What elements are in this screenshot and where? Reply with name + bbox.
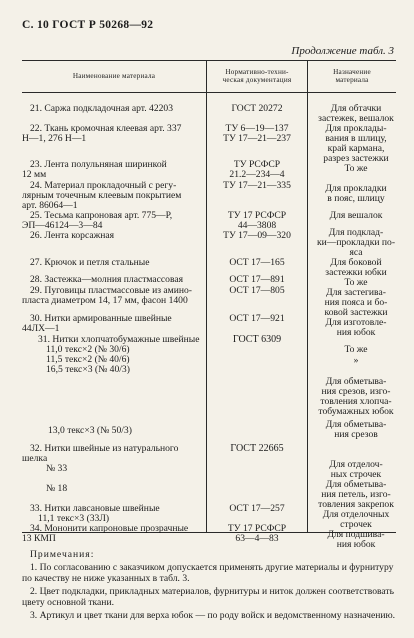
notes-title: Примечания:: [30, 549, 95, 560]
row-34-purpose: Для подшива-: [327, 529, 385, 540]
row-31-name: 16,5 текс×3 (№ 40/3): [46, 364, 130, 375]
row-27-purpose: застежки юбки: [325, 267, 387, 278]
page-header: С. 10 ГОСТ Р 50268—92: [22, 19, 154, 31]
row-24-name: 24. Материал прокладочный с регу-: [30, 180, 177, 191]
table-continuation-label: Продолжение табл. 3: [291, 45, 394, 57]
row-22-purpose: Для проклады-: [325, 123, 387, 134]
row-32-doc: ГОСТ 22665: [230, 443, 284, 454]
row-24-name: арт. 86064—1: [22, 200, 78, 211]
row-25-doc: 44—3808: [237, 220, 277, 231]
row-21-purpose: Для обтачки: [330, 103, 382, 114]
row-31-doc: ГОСТ 6309: [232, 334, 282, 345]
row-31-purpose: »: [353, 355, 359, 366]
row-31-name: 11,5 текс×2 (№ 40/6): [46, 354, 130, 365]
row-21-name: 21. Саржа подкладочная арт. 42203: [30, 103, 174, 114]
row-23-doc: 21.2—234—4: [229, 169, 285, 180]
row-31-name: 31. Нитки хлопчатобумажные швейные: [38, 334, 200, 345]
row-29-name: пласта диаметром 14, 17 мм, фасон 1400: [22, 295, 188, 306]
row-29-doc: ОСТ 17—805: [229, 285, 285, 296]
row-24-doc: ТУ 17—21—335: [223, 180, 291, 191]
row-32-purpose: Для отделоч-: [329, 459, 383, 470]
row-28-purpose: То же: [344, 277, 368, 288]
row-22-purpose: край кармана,: [327, 143, 385, 154]
row-31-name: 13,0 текс×3 (№ 50/3): [48, 425, 132, 436]
row-28-doc: ОСТ 17—891: [229, 274, 285, 285]
row-25-purpose: Для вешалок: [329, 210, 383, 221]
row-22-doc: ТУ 17—21—237: [223, 133, 291, 144]
row-31-purpose: Для обметыва-: [325, 419, 387, 430]
row-31-purpose: товления хлопча-: [320, 396, 392, 407]
row-30-name: 30. Нитки армированные швейные: [30, 313, 172, 324]
row-30-purpose: ния юбок: [336, 327, 376, 338]
note-2: 2. Цвет подкладки, прикладных материалов, фурнитуры и ниток должен соответствовать цвету основной ткани.: [22, 586, 394, 608]
row-33-purpose: Для отделочных: [322, 509, 390, 520]
row-26-purpose: яса: [349, 247, 363, 258]
table-header-rule: [22, 92, 396, 93]
row-31-name: 11,0 текс×2 (№ 30/6): [46, 344, 130, 355]
row-30-doc: ОСТ 17—921: [229, 313, 285, 324]
row-28-name: 28. Застежка—молния пластмассовая: [30, 274, 184, 285]
row-29-purpose: Для застегива-: [326, 287, 386, 298]
row-26-purpose: ки—прокладки по-: [316, 237, 396, 248]
row-34-doc: ТУ 17 РСФСР: [227, 523, 287, 534]
row-26-name: 26. Лента корсажная: [30, 230, 115, 241]
row-29-name: 29. Пуговицы пластмассовые из амино-: [30, 285, 193, 296]
row-25-doc: ТУ 17 РСФСР: [227, 210, 287, 221]
row-32-purpose: ных строчек: [330, 469, 382, 480]
row-34-name: 13 КМП: [22, 533, 56, 544]
table-top-rule: [22, 60, 396, 61]
row-34-purpose: ния юбок: [336, 539, 376, 550]
row-27-name: 27. Крючок и петля стальные: [30, 257, 150, 268]
row-22-name: Н—1, 276 Н—1: [22, 133, 87, 144]
row-24-purpose: Для прокладки: [325, 183, 387, 194]
row-24-purpose: в пояс, шлицу: [327, 193, 385, 204]
row-33-doc: ОСТ 17—257: [229, 503, 285, 514]
row-22-name: 22. Ткань кромочная клеевая арт. 337: [30, 123, 182, 134]
row-31-purpose: Для обметыва-: [325, 376, 387, 387]
row-30-purpose: Для изготовле-: [325, 317, 387, 328]
row-23-purpose: То же: [344, 163, 368, 174]
row-32-name: № 33: [46, 463, 68, 474]
row-32-name: шелка: [22, 453, 48, 464]
row-33-name: 11,1 текс×3 (33Л): [38, 513, 110, 524]
row-31-purpose: тобумажных юбок: [318, 406, 394, 417]
row-22-doc: ТУ 6—19—137: [225, 123, 289, 134]
row-22-purpose: разрез застежки: [323, 153, 389, 164]
row-22-purpose: вания в шлицу,: [325, 133, 387, 144]
row-32-name: № 18: [46, 483, 68, 494]
row-26-doc: ТУ 17—09—320: [223, 230, 291, 241]
row-23-name: 23. Лента полульняная ширинкой: [30, 159, 167, 170]
row-21-purpose: застежек, вешалок: [318, 113, 394, 124]
column-header-doc: Нормативно-техни- ческая документация: [222, 68, 292, 85]
row-33-purpose: строчек: [340, 519, 372, 530]
row-23-name: 12 мм: [22, 169, 47, 180]
row-21-doc: ГОСТ 20272: [231, 103, 283, 114]
column-header-purpose: Назначение материала: [333, 68, 371, 85]
row-25-name: ЭП—46124—3—84: [22, 220, 103, 231]
row-26-purpose: Для подклад-: [328, 227, 384, 238]
row-31-purpose: ния срезов, изго-: [321, 386, 391, 397]
note-1: 1. По согласованию с заказчиком допускается применять другие материалы и фурнитуру по качеству не ниже указанных в табл. 3.: [22, 562, 394, 584]
row-30-name: 44ЛХ—1: [22, 323, 60, 334]
row-31-purpose: ния срезов: [334, 429, 378, 440]
row-24-name: лярным точечным клеевым покрытием: [22, 190, 182, 201]
row-31-purpose: То же: [344, 344, 368, 355]
row-34-doc: 63—4—83: [235, 533, 279, 544]
row-25-name: 25. Тесьма капроновая арт. 775—Р,: [30, 210, 173, 221]
row-33-name: 33. Нитки лавсановые швейные: [30, 503, 160, 514]
row-32-purpose: товления закрепок: [318, 499, 394, 510]
row-32-name: 32. Нитки швейные из натурального: [30, 443, 179, 454]
row-29-purpose: ковой застежки: [324, 307, 388, 318]
column-header-name: Наименование материала: [72, 72, 156, 80]
row-29-purpose: ния пояса и бо-: [324, 297, 388, 308]
row-32-purpose: Для обметыва-: [325, 479, 387, 490]
note-3: 3. Артикул и цвет ткани для верха юбок — по роду войск и ведомственному назначению.: [30, 610, 396, 621]
row-23-doc: ТУ РСФСР: [233, 159, 281, 170]
row-27-doc: ОСТ 17—165: [229, 257, 285, 268]
row-32-purpose: ния петель, изго-: [321, 489, 391, 500]
row-27-purpose: Для боковой: [330, 257, 382, 268]
row-34-name: 34. Мононити капроновые прозрачные: [30, 523, 189, 534]
